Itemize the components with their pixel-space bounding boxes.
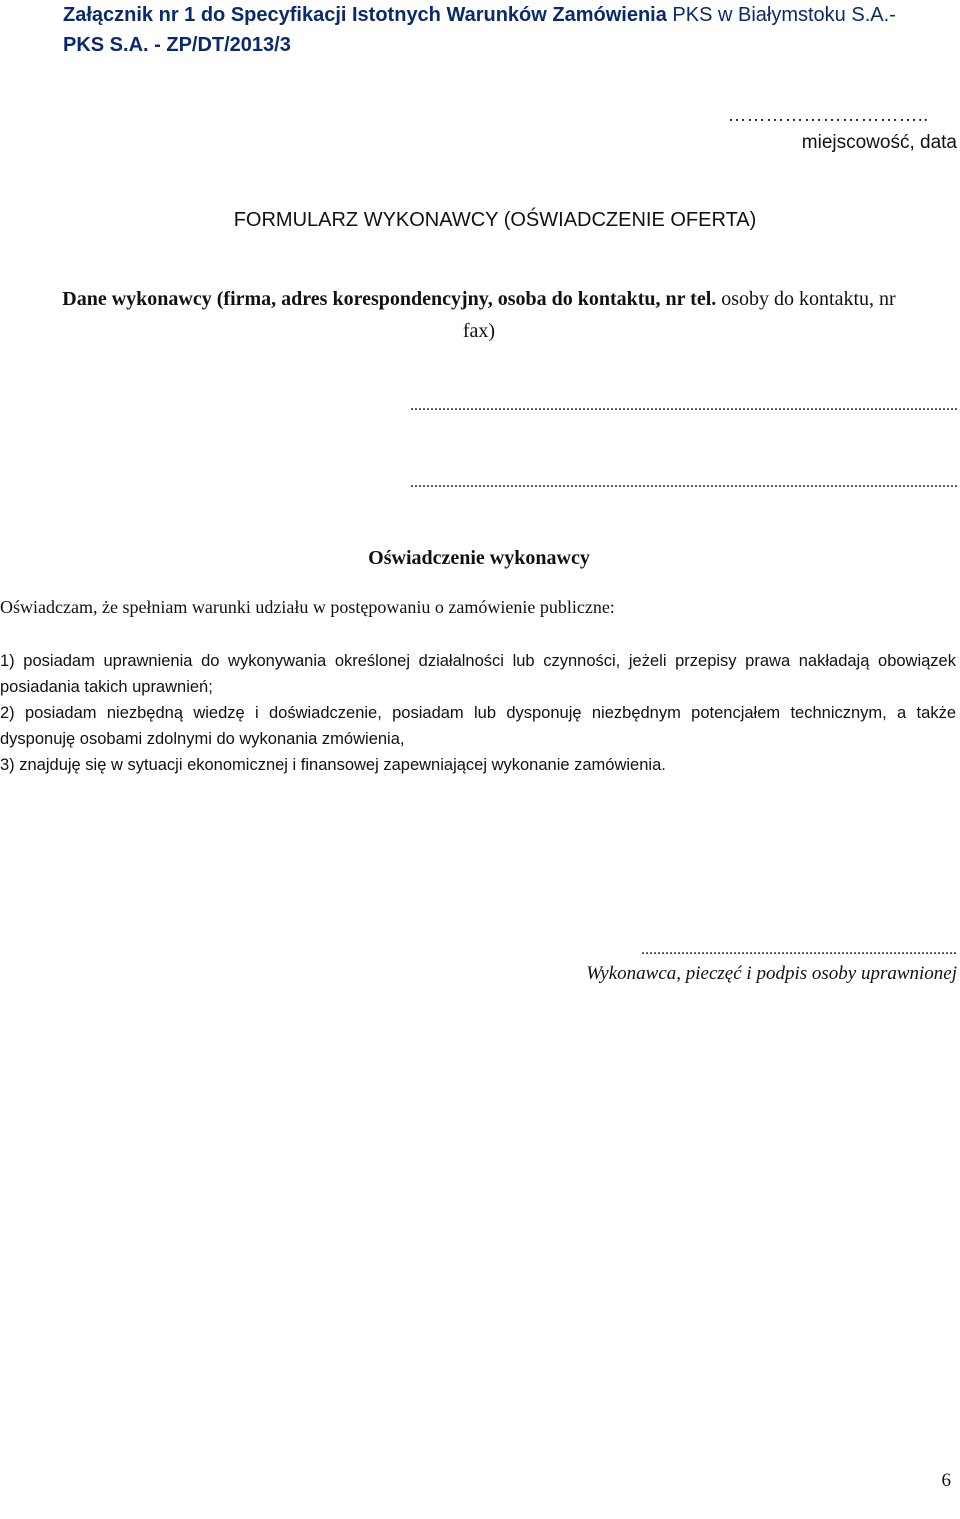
contractor-label-end: fax) [462, 320, 496, 342]
condition-item: 1) posiadam uprawnienia do wykonywania określonej działalności lub czynności, jeżeli przepisy prawa nakładają obowiązek posiadania takich uprawnień; [0, 652, 956, 696]
header-reference: PKS S.A. - ZP/DT/2013/3 [63, 34, 291, 56]
header-title-light: PKS w Białymstoku S.A.- [666, 4, 896, 26]
form-title: FORMULARZ WYKONAWCY (OŚWIADCZENIE OFERTA) [233, 209, 757, 231]
condition-item: 2) posiadam niezbędną wiedzę i doświadczenie, posiadam lub dysponuję niezbędnym potencjałem technicznym, a także dysponuję osobami zdolnymi do wykonania zmówienia, [0, 704, 956, 748]
page-number: 6 [941, 1470, 951, 1491]
signature-dots: ............................................................................... [641, 941, 957, 958]
header-title-bold: Załącznik nr 1 do Specyfikacji Istotnych Warunków Zamówienia [63, 4, 667, 26]
place-date-label: miejscowość, data [801, 132, 957, 153]
contractor-fill-line-2: ......................................................................................................................................... [410, 474, 958, 491]
document-header [63, 0, 943, 60]
signature-label: Wykonawca, pieczęć i podpis osoby uprawnionej [586, 963, 957, 984]
statement-conditions-list [0, 648, 956, 778]
condition-item: 3) znajduję się w sytuacji ekonomicznej i finansowej zapewniającej wykonanie zamówienia. [0, 756, 666, 774]
statement-title: Oświadczenie wykonawcy [368, 547, 590, 569]
contractor-label-plain: osoby do kontaktu, nr [716, 288, 896, 310]
contractor-fill-line-1: ......................................................................................................................................... [410, 397, 958, 414]
contractor-label-bold: Dane wykonawcy (firma, adres korespondencyjny, osoba do kontaktu, nr tel. [62, 288, 717, 310]
statement-intro: Oświadczam, że spełniam warunki udziału w postępowaniu o zamówienie publiczne: [0, 597, 615, 617]
contractor-data-label [0, 283, 958, 347]
place-date-dots: ………………………….. [728, 105, 929, 125]
